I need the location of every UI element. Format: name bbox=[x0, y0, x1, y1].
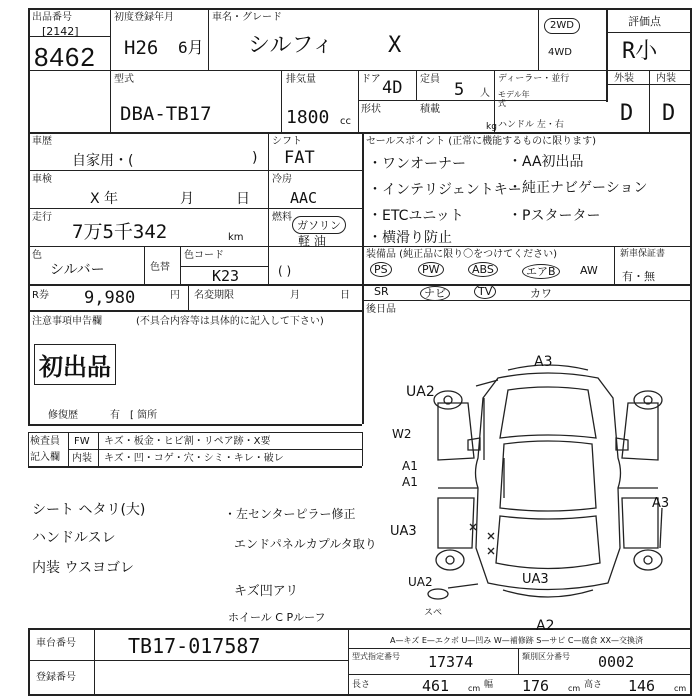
length-label: 長さ bbox=[352, 680, 371, 690]
shape-label: 形状 bbox=[361, 104, 381, 115]
remark-4: ・左センターピラー修正 bbox=[224, 507, 356, 521]
registration-label: 登録番号 bbox=[36, 672, 76, 683]
mark-a1-b: A1 bbox=[402, 475, 418, 489]
name-value: シルフィ bbox=[248, 33, 334, 58]
drive-4wd: 4WD bbox=[548, 47, 572, 58]
equip-aw: AW bbox=[580, 264, 598, 277]
inspector-sub: 記入欄 bbox=[30, 452, 60, 463]
color-value: シルバー bbox=[50, 262, 105, 278]
mark-w2: W2 bbox=[392, 427, 412, 441]
chassis-label: 車台番号 bbox=[36, 638, 76, 649]
inspector-label: 検査員 bbox=[30, 436, 60, 447]
sales-item-2: ・AA初出品 bbox=[508, 154, 584, 170]
mileage-value: 7万5千342 bbox=[72, 221, 168, 243]
remark-1: シート ヘタリ(大) bbox=[32, 502, 146, 518]
recycle-value: 9,980 bbox=[84, 288, 136, 308]
cap-label: 定員 bbox=[420, 74, 440, 85]
warranty-label: 新車保証書 bbox=[620, 249, 666, 259]
interior-value: D bbox=[662, 101, 676, 126]
expiry-day: 日 bbox=[340, 290, 350, 301]
score-label: 評価点 bbox=[628, 15, 661, 28]
disp-value: 1800 bbox=[286, 107, 330, 128]
grade-value: X bbox=[388, 33, 402, 58]
mark-ua2-rear: UA2 bbox=[408, 575, 433, 589]
shaken-year: X 年 bbox=[90, 191, 119, 207]
color-code-label: 色コード bbox=[184, 250, 224, 261]
shaken-month: 月 bbox=[180, 191, 194, 207]
shaken-day: 日 bbox=[236, 191, 250, 207]
sales-item-3: ・インテリジェントキー bbox=[368, 182, 522, 198]
dealer-label: ディーラー・並行 bbox=[498, 74, 570, 84]
fw-label: FW bbox=[74, 436, 90, 447]
warranty-value: 有・無 bbox=[622, 270, 655, 283]
ac-value: AAC bbox=[290, 189, 318, 207]
door-value: 4D bbox=[382, 78, 403, 98]
handle-label: ハンドル 左・右 bbox=[498, 120, 564, 130]
remark-7: ホイール C Pルーフ bbox=[228, 611, 326, 624]
color-label: 色 bbox=[32, 250, 42, 261]
repair-value: 有 bbox=[110, 410, 120, 421]
exterior-label: 外装 bbox=[614, 73, 634, 84]
name-label: 車名・グレード bbox=[212, 12, 282, 23]
equip-sr: SR bbox=[374, 285, 389, 298]
first-listing-stamp: 初出品 bbox=[34, 344, 116, 385]
repair-place: [ 箇所 bbox=[130, 410, 158, 421]
sales-item-4: ・純正ナビゲーション bbox=[508, 180, 648, 196]
cap-value: 5 bbox=[454, 80, 465, 100]
remark-2: ハンドルスレ bbox=[32, 530, 116, 546]
height-unit: cm bbox=[674, 684, 687, 693]
mark-spare: スペ bbox=[424, 608, 443, 618]
equip-leather: カワ bbox=[530, 287, 552, 300]
height-value: 146 bbox=[628, 677, 656, 695]
disp-label: 排気量 bbox=[286, 74, 316, 85]
fuel-diesel: 軽 油 bbox=[298, 234, 326, 248]
in-label: 内装 bbox=[72, 453, 92, 464]
modelyear-label: モデル年式 bbox=[498, 90, 530, 108]
width-unit: cm bbox=[568, 684, 581, 693]
door-label: ドア bbox=[361, 74, 381, 85]
history-value: 自家用・( bbox=[72, 153, 134, 169]
expiry-month: 月 bbox=[290, 290, 300, 301]
length-value: 461 bbox=[422, 677, 450, 695]
sales-item-5: ・ETCユニット bbox=[368, 208, 464, 224]
sales-item-1: ・ワンオーナー bbox=[368, 156, 466, 172]
type-value: 17374 bbox=[428, 653, 474, 671]
lot-sub: [2142] bbox=[42, 25, 79, 38]
reg-label: 初度登録年月 bbox=[114, 12, 174, 23]
disp-unit: cc bbox=[340, 116, 351, 127]
remark-5: エンドパネルカプルタ取り bbox=[234, 537, 377, 551]
after-label: 後日品 bbox=[366, 304, 396, 315]
lot-number: 8462 bbox=[34, 42, 96, 72]
fuel-gas: ガソリン bbox=[292, 216, 346, 234]
equip-pw: PW bbox=[418, 263, 444, 276]
width-label: 幅 bbox=[484, 680, 494, 690]
auction-sheet bbox=[28, 8, 692, 696]
model-label: 型式 bbox=[114, 74, 134, 85]
sales-label: セールスポイント (正常に機能するものに限ります) bbox=[366, 136, 597, 147]
equip-tv: TV bbox=[474, 285, 496, 298]
exterior-value: D bbox=[620, 101, 634, 126]
notes-sub: (不具合内容等は具体的に記入して下さい) bbox=[136, 316, 324, 327]
mark-a1-a: A1 bbox=[402, 459, 418, 473]
height-label: 高さ bbox=[584, 680, 603, 690]
interior-label: 内装 bbox=[656, 73, 676, 84]
fuel-paren: ( ) bbox=[278, 264, 292, 278]
drive-2wd: 2WD bbox=[544, 18, 580, 34]
remark-3: 内装 ウスヨゴレ bbox=[32, 560, 135, 576]
equip-abs: ABS bbox=[468, 263, 498, 276]
mark-ua3-left: UA3 bbox=[390, 524, 417, 539]
load-unit: kg bbox=[486, 122, 497, 132]
recycle-unit: 円 bbox=[170, 290, 180, 301]
expiry-label: 名変期限 bbox=[194, 290, 234, 301]
history-close: ) bbox=[252, 150, 258, 166]
mileage-label: 走行 bbox=[32, 212, 52, 223]
repair-label: 修復歴 bbox=[48, 410, 78, 421]
mileage-unit: km bbox=[228, 232, 244, 243]
width-value: 176 bbox=[522, 677, 550, 695]
reg-month: 6月 bbox=[178, 38, 204, 57]
class-label: 類別区分番号 bbox=[522, 652, 570, 661]
lot-label: 出品番号 bbox=[32, 12, 72, 23]
reg-era: H26 bbox=[124, 37, 159, 59]
length-unit: cm bbox=[468, 684, 481, 693]
chassis-value: TB17-017587 bbox=[128, 634, 261, 658]
load-label: 積載 bbox=[420, 104, 440, 115]
sales-item-7: ・横滑り防止 bbox=[368, 230, 452, 246]
score-value: R小 bbox=[622, 39, 658, 64]
remark-6: キズ凹アリ bbox=[234, 584, 299, 599]
equipment-label: 装備品 (純正品に限り〇をつけてください) bbox=[366, 249, 557, 260]
mark-a2: A2 bbox=[536, 618, 555, 634]
shaken-label: 車検 bbox=[32, 174, 52, 185]
shift-label: シフト bbox=[272, 136, 302, 147]
ac-label: 冷房 bbox=[272, 174, 292, 185]
equip-ps: PS bbox=[370, 263, 392, 276]
equip-airbag: エアB bbox=[522, 263, 560, 279]
in-items: キズ・凹・コゲ・穴・シミ・キレ・破レ bbox=[104, 453, 284, 464]
equip-navi: ナビ bbox=[420, 285, 450, 301]
mark-ua2-top: UA2 bbox=[406, 384, 435, 400]
class-value: 0002 bbox=[598, 653, 635, 671]
fw-items: キズ・板金・ヒビ割・リペア跡・X要 bbox=[104, 436, 271, 447]
mark-a3-right: A3 bbox=[652, 496, 670, 511]
color-sub-label: 色替 bbox=[150, 262, 170, 273]
type-label: 型式指定番号 bbox=[352, 652, 400, 661]
notes-label: 注意事項申告欄 bbox=[32, 316, 102, 327]
model-value: DBA-TB17 bbox=[120, 103, 212, 125]
sales-item-6: ・Pスターター bbox=[508, 208, 601, 224]
cap-unit: 人 bbox=[480, 88, 490, 99]
shift-value: FAT bbox=[284, 148, 315, 168]
history-label: 車歴 bbox=[32, 136, 52, 147]
fuel-label: 燃料 bbox=[272, 212, 292, 223]
damage-legend: A—キズ E—エクボ U—凹み W—補修跡 S—サビ C—腐食 XX—交換済 bbox=[390, 636, 644, 645]
color-code-value: K23 bbox=[212, 267, 240, 285]
mark-ua3-rear: UA3 bbox=[522, 572, 549, 587]
mark-a3-top: A3 bbox=[534, 354, 553, 370]
recycle-label: R券 bbox=[32, 290, 49, 301]
